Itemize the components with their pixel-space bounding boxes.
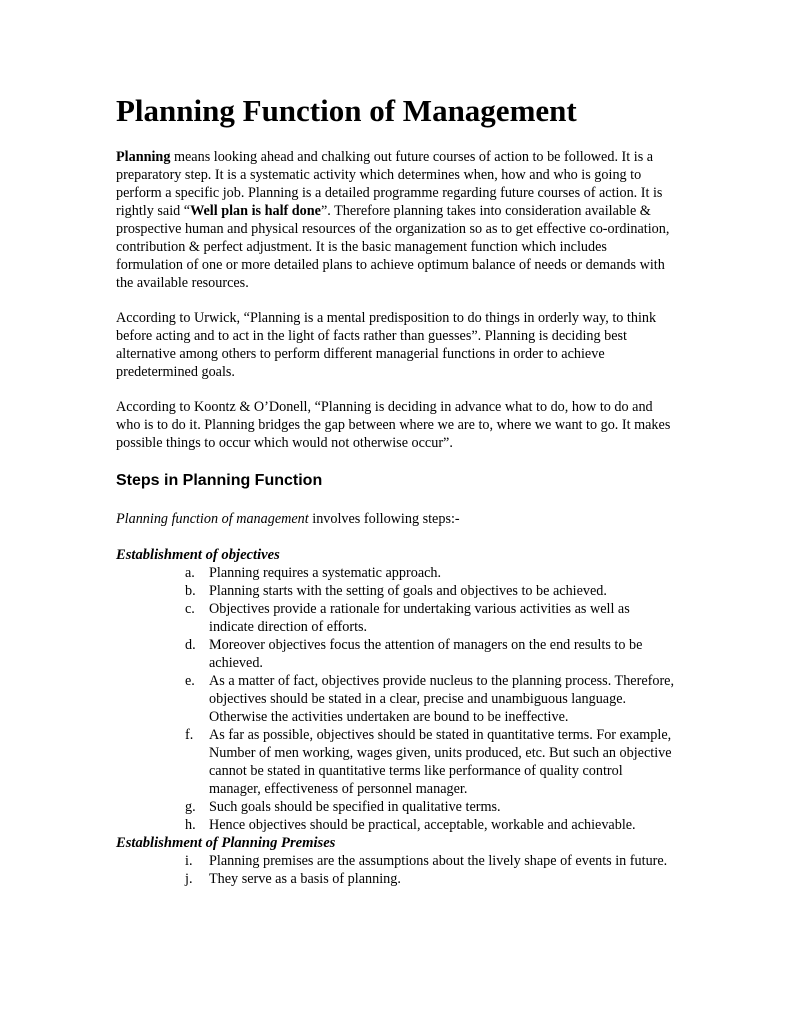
list-item-text: Such goals should be specified in qualitative terms. — [209, 799, 501, 815]
list-item — [116, 564, 676, 582]
list-marker: f. — [185, 727, 194, 743]
list-item — [116, 726, 676, 798]
subheading-objectives: Establishment of objectives — [116, 547, 280, 563]
list-item-text: As a matter of fact, objectives provide nucleus to the planning process. Therefore, objectives should be stated in a clear, precise and unambiguous language. Otherwise the activities undertaken are bound to be ineffective. — [209, 673, 675, 725]
list-item — [116, 672, 676, 726]
paragraph-planning-definition — [116, 148, 676, 292]
list-marker: j. — [185, 871, 193, 887]
list-item — [116, 600, 676, 636]
list-item — [116, 636, 676, 672]
page-title: Planning Function of Management — [116, 93, 577, 128]
list-item-text: As far as possible, objectives should be stated in quantitative terms. For example, Number of men working, wages given, units produced, etc. But such an objective cannot be stated in quantitative terms like performance of quality control manager, effectiveness of personnel manager. — [209, 727, 672, 797]
list-marker: a. — [185, 565, 195, 581]
list-item-text: Planning starts with the setting of goals and objectives to be achieved. — [209, 583, 607, 599]
subheading-planning-premises: Establishment of Planning Premises — [116, 835, 336, 851]
objectives-list — [116, 564, 676, 834]
list-item — [116, 816, 676, 834]
list-item — [116, 870, 676, 888]
list-marker: b. — [185, 583, 196, 599]
list-item — [116, 852, 676, 870]
list-item-text: Planning requires a systematic approach. — [209, 565, 442, 581]
list-marker: i. — [185, 853, 193, 869]
premises-list — [116, 852, 676, 888]
list-item-text: Planning premises are the assumptions about the lively shape of events in future. — [209, 853, 668, 869]
document-page — [116, 92, 676, 888]
list-item-text: Hence objectives should be practical, acceptable, workable and achievable. — [209, 817, 636, 833]
steps-intro — [116, 510, 676, 528]
paragraph-urwick: According to Urwick, “Planning is a mental predisposition to do things in orderly way, to think before acting and to act in the light of facts rather than guesses”. Planning is deciding best alternative among others to perform different managerial functions in order to achieve predetermined goals. — [116, 310, 657, 380]
section-objectives — [116, 546, 676, 834]
list-item — [116, 798, 676, 816]
list-item-text: Moreover objectives focus the attention of managers on the end results to be achieved. — [209, 637, 643, 671]
paragraph-text: means looking ahead and chalking out future courses of action to be followed. It is a preparatory step. It is a systematic activity which determines when, how and who is going to perform a specific job. Planning is a detailed programme regarding future courses of action. It is rightly said “ — [116, 149, 663, 219]
list-item-text: Objectives provide a rationale for undertaking various activities as well as indicate direction of efforts. — [209, 601, 630, 635]
list-marker: h. — [185, 817, 196, 833]
list-marker: g. — [185, 799, 196, 815]
bold-term-planning: Planning — [116, 149, 171, 165]
list-marker: d. — [185, 637, 196, 653]
paragraph-koontz: According to Koontz & O’Donell, “Planning is deciding in advance what to do, how to do and who is to do it. Planning bridges the gap between where we are to, where we want to go. It makes possible things to occur which would not otherwise occur”. — [116, 399, 671, 451]
section-heading-steps: Steps in Planning Function — [116, 472, 323, 489]
section-planning-premises — [116, 834, 676, 888]
bold-quote: Well plan is half done — [190, 203, 321, 219]
list-marker: c. — [185, 601, 195, 617]
list-item — [116, 582, 676, 600]
intro-text: involves following steps:- — [308, 511, 460, 527]
paragraph-text: ”. Therefore planning takes into consideration available & prospective human and physical resources of the organization so as to get effective co-ordination, contribution & perfect adjustment. It is the basic management function which includes formulation of one or more detailed plans to achieve optimum balance of needs or demands with the available resources. — [116, 203, 670, 291]
list-item-text: They serve as a basis of planning. — [209, 871, 401, 887]
list-marker: e. — [185, 673, 195, 689]
intro-italic: Planning function of management — [116, 511, 309, 527]
